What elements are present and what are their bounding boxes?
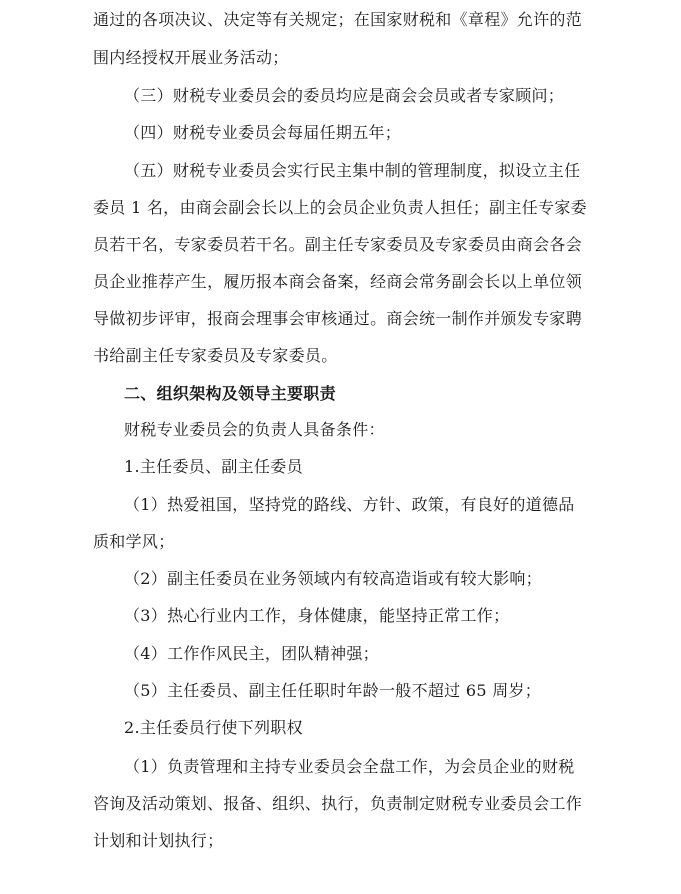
- text-line-18: （4）工作作风民主，团队精神强；: [124, 644, 379, 663]
- text-line-9: 导做初步评审，报商会理事会审核通过。商会统一制作并颁发专家聘: [93, 309, 583, 328]
- section-heading: 二、组织架构及领导主要职责: [124, 384, 336, 403]
- text-line-8: 员企业推荐产生，履历报本商会备案，经商会常务副会长以上单位领: [93, 272, 583, 291]
- text-line-12: 财税专业委员会的负责人具备条件：: [124, 420, 385, 439]
- text-line-16: （2）副主任委员在业务领域内有较高造诣或有较大影响；: [124, 569, 542, 588]
- text-line-19: （5）主任委员、副主任任职时年龄一般不超过 65 周岁；: [124, 681, 542, 700]
- text-line-20: 2.主任委员行使下列职权: [124, 718, 303, 737]
- text-line-2: 围内经授权开展业务活动；: [93, 48, 289, 67]
- text-line-1: 通过的各项决议、决定等有关规定；在国家财税和《章程》允许的范: [93, 10, 583, 29]
- text-line-17: （3）热心行业内工作，身体健康，能坚持正常工作；: [124, 606, 510, 625]
- text-line-6: 委员 1 名，由商会副会长以上的会员企业负责人担任；副主任专家委: [93, 198, 587, 217]
- text-line-23: 计划和计划执行；: [93, 831, 224, 850]
- text-line-4: （四）财税专业委员会每届任期五年；: [124, 123, 402, 142]
- text-line-10: 书给副主任专家委员及专家委员。: [93, 346, 338, 365]
- text-line-22: 咨询及活动策划、报备、组织、执行，负责制定财税专业委员会工作: [93, 794, 583, 813]
- text-line-7: 员若干名，专家委员若干名。副主任专家委员及专家委员由商会各会: [93, 235, 583, 254]
- text-line-3: （三）财税专业委员会的委员均应是商会会员或者专家顾问；: [124, 86, 565, 105]
- text-line-14: （1）热爱祖国，坚持党的路线、方针、政策，有良好的道德品: [124, 495, 575, 514]
- text-line-5: （五）财税专业委员会实行民主集中制的管理制度，拟设立主任: [124, 161, 581, 180]
- text-line-15: 质和学风；: [93, 532, 175, 551]
- text-line-13: 1.主任委员、副主任委员: [124, 457, 303, 476]
- text-line-21: （1）负责管理和主持专业委员会全盘工作，为会员企业的财税: [124, 757, 575, 776]
